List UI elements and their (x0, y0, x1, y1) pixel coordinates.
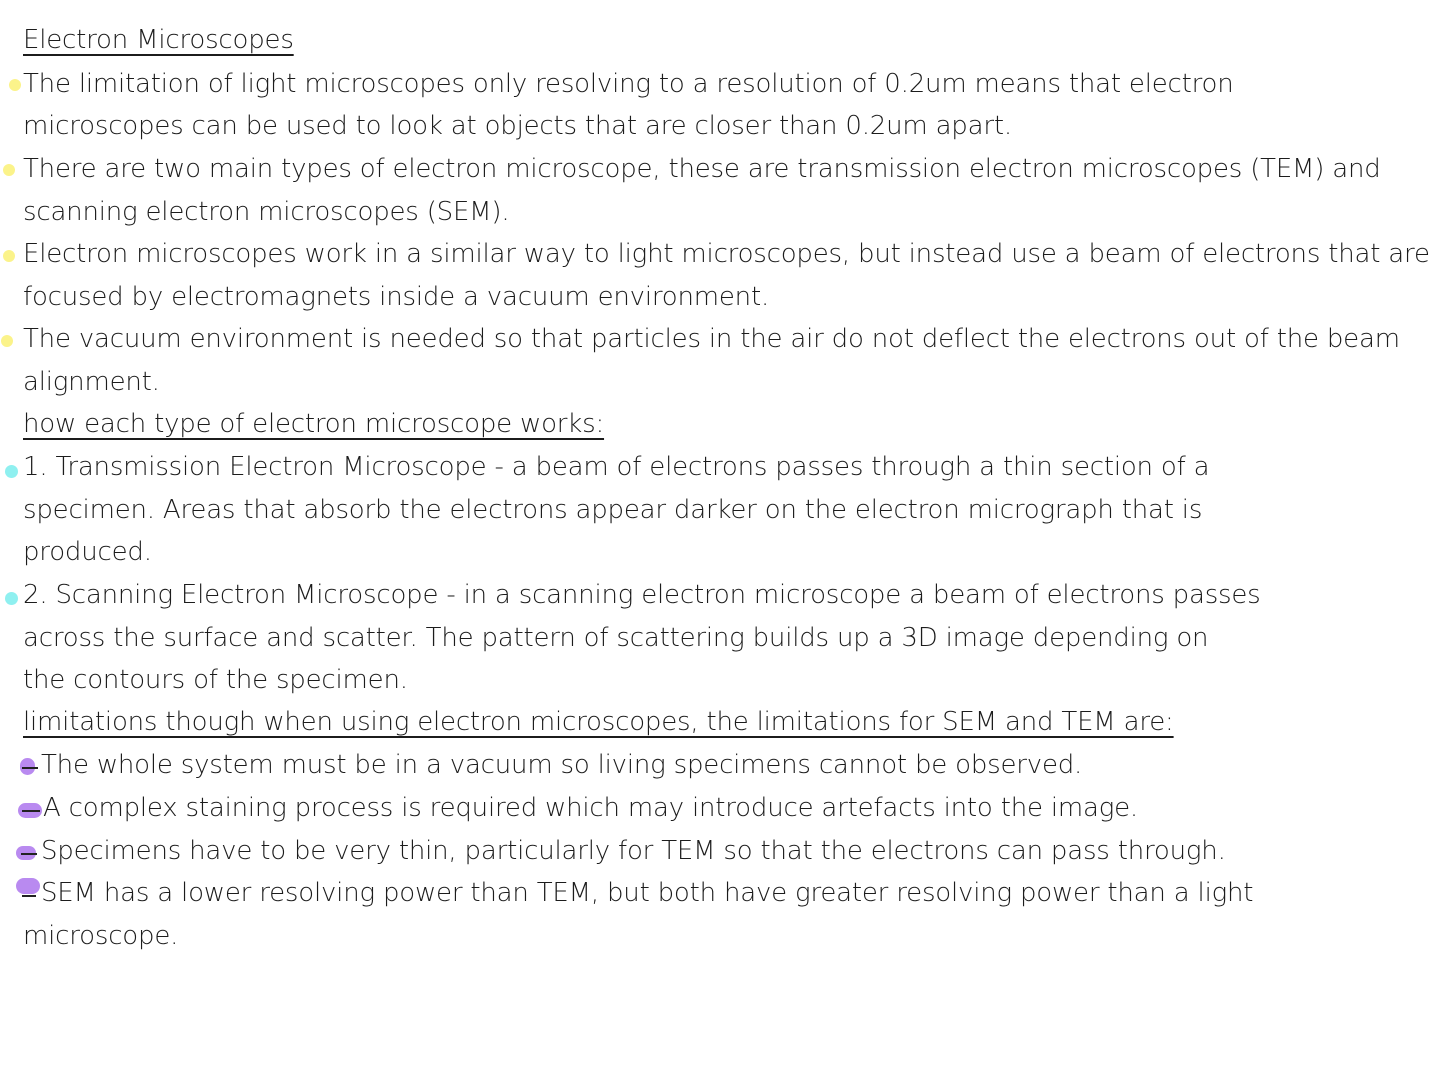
yellow-bullet-icon (9, 79, 21, 91)
limitation-2: A complex staining process is required which may introduce artefacts into the image. (43, 793, 1138, 823)
cyan-bullet-icon (5, 592, 18, 605)
dash-mark-icon (22, 895, 36, 897)
type-1-line-3: produced. (23, 537, 152, 567)
paragraph-1-line-1: The limitation of light microscopes only resolving to a resolution of 0.2um means that electron (23, 69, 1234, 99)
paragraph-3-line-2: focused by electromagnets inside a vacuum environment. (23, 282, 770, 312)
paragraph-2-line-2: scanning electron microscopes (SEM). (23, 197, 510, 227)
type-1-line-1: 1. Transmission Electron Microscope - a beam of electrons passes through a thin section of a (23, 452, 1210, 482)
dash-mark-icon (21, 853, 37, 855)
types-heading: how each type of electron microscope works: (23, 409, 605, 439)
dash-mark-icon (22, 767, 38, 769)
paragraph-1-line-2: microscopes can be used to look at objects that are closer than 0.2um apart. (23, 111, 1012, 141)
limitations-heading: limitations though when using electron microscopes, the limitations for SEM and TEM are: (23, 707, 1174, 737)
type-2-line-3: the contours of the specimen. (23, 665, 408, 695)
paragraph-4-line-1: The vacuum environment is needed so that particles in the air do not deflect the electrons out of the beam (23, 324, 1400, 354)
paragraph-2-line-1: There are two main types of electron microscope, these are transmission electron microscopes (TEM) and (23, 154, 1381, 184)
purple-dash-bullet-icon (16, 878, 40, 894)
type-2-line-2: across the surface and scatter. The pattern of scattering builds up a 3D image depending on (23, 623, 1209, 653)
page-title: Electron Microscopes (23, 25, 294, 55)
type-2-line-1: 2. Scanning Electron Microscope - in a scanning electron microscope a beam of electrons passes (23, 580, 1261, 610)
paragraph-4-line-2: alignment. (23, 367, 160, 397)
yellow-bullet-icon (3, 250, 15, 262)
yellow-bullet-icon (1, 335, 13, 347)
paragraph-3-line-1: Electron microscopes work in a similar way to light microscopes, but instead use a beam of electrons that are (23, 239, 1430, 269)
limitation-1: The whole system must be in a vacuum so living specimens cannot be observed. (41, 750, 1083, 780)
limitation-4-continuation: microscope. (23, 921, 179, 951)
yellow-bullet-icon (3, 164, 15, 176)
type-1-line-2: specimen. Areas that absorb the electrons appear darker on the electron micrograph that is (23, 495, 1203, 525)
dash-mark-icon (22, 810, 40, 812)
cyan-bullet-icon (5, 465, 18, 478)
limitation-3: Specimens have to be very thin, particularly for TEM so that the electrons can pass through. (41, 836, 1226, 866)
limitation-4: SEM has a lower resolving power than TEM, but both have greater resolving power than a light (41, 878, 1254, 908)
